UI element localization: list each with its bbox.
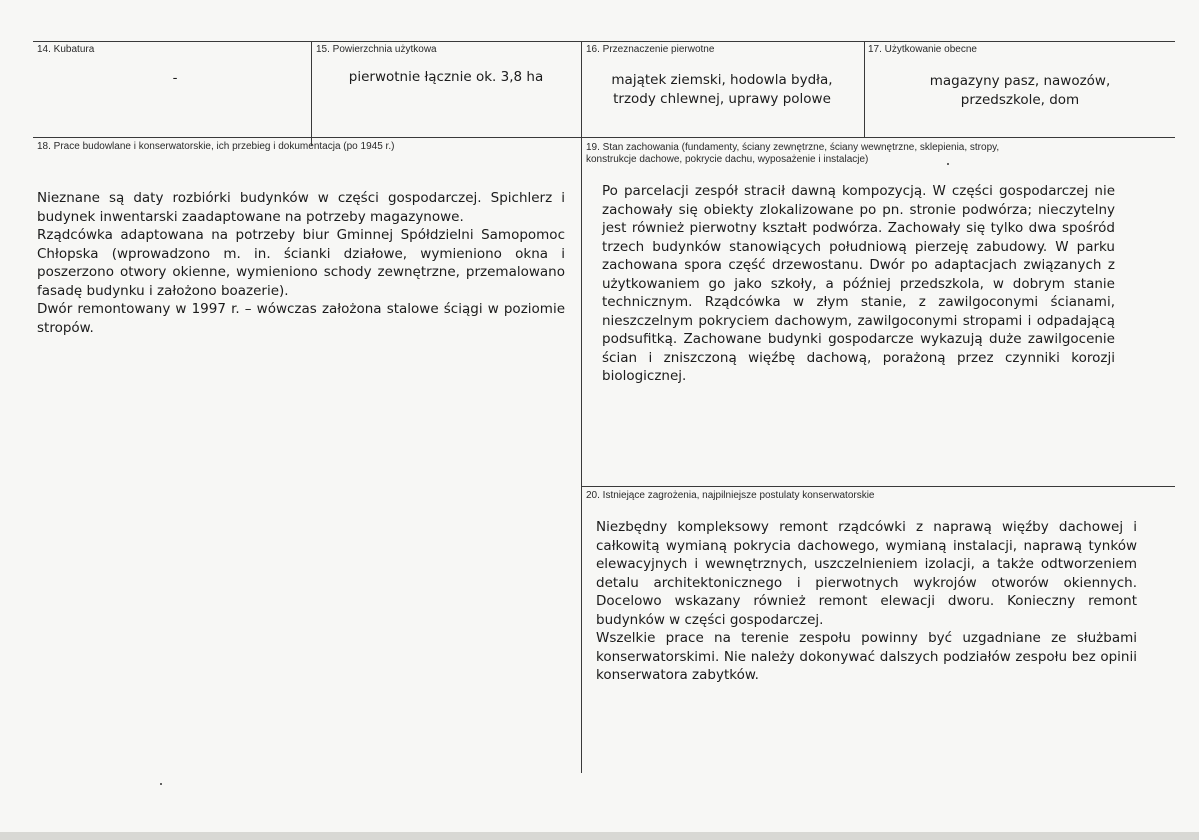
field-20-body — [596, 518, 1137, 685]
field-19-label-line: konstrukcje dachowe, pokrycie dachu, wyposażenie i instalacje) — [586, 154, 869, 165]
field-17-value-line: magazyny pasz, nawozów, — [929, 73, 1111, 89]
field-17-value — [872, 72, 1168, 110]
field-15-value: pierwotnie łącznie ok. 3,8 ha — [348, 69, 544, 85]
field-17-value-line: przedszkole, dom — [960, 92, 1080, 108]
top-border — [33, 41, 1175, 42]
field-19-label — [586, 142, 999, 166]
field-18-paragraph: Nieznane są daty rozbiórki budynków w części gospodarczej. Spichlerz i budynek inwentarski zaadaptowane na potrzeby magazynowe. — [37, 190, 565, 225]
field-14-value: - — [172, 70, 178, 86]
field-18-body — [37, 189, 565, 337]
field-18-paragraph: Rządcówka adaptowana na potrzeby biur Gminnej Spółdzielni Samopomoc Chłopska (wprowadzono m. in. ścianki działowe, wymieniono okna i poszerzono otwory okienne, wymieniono schody zewnętrzne, przemalowano fasadę budynku i założono boazerie). — [37, 227, 565, 299]
scan-bottom-edge — [0, 832, 1199, 840]
field-20-paragraph: Wszelkie prace na terenie zespołu powinny być uzgadniane ze służbami konserwatorskimi. Nie należy dokonywać dalszych podziałów zespołu bez opinii konserwatora zabytków. — [596, 630, 1137, 683]
field-15-label: 15. Powierzchnia użytkowa — [316, 44, 437, 55]
col-divider-2 — [581, 41, 582, 773]
col-divider-1 — [311, 41, 312, 138]
field-19-paragraph: Po parcelacji zespół stracił dawną kompozycją. W części gospodarczej nie zachowały się obiekty zlokalizowane po pn. stronie podwórza; nieczytelny jest również pierwotny kształt podwórza. Zachowały się tylko dwa spośród trzech budynków stanowiących południową pierzeję zabudowy. W parku zachowana spora część drzewostanu. Dwór po adaptacjach związanych z użytkowaniem go jako szkoły, a później przedszkola, w dobrym stanie technicznym. Rządcówka w złym stanie, z zawilgoconymi ścianami, nieszczelnym pokryciem dachowym, zawilgoconymi stropami i odpadającą podsufitką. Zachowane budynki gospodarcze wykazują duże zawilgocenie ścian i zniszczoną więźbę dachową, porażoną przez czynniki korozji biologicznej. — [602, 183, 1115, 384]
field-17-label: 17. Użytkowanie obecne — [868, 44, 977, 55]
scan-speck — [160, 783, 162, 785]
field-16-value-line: trzody chlewnej, uprawy polowe — [613, 91, 831, 107]
field-19-label-line: 19. Stan zachowania (fundamenty, ściany zewnętrzne, ściany wewnętrzne, sklepienia, stropy, — [586, 142, 1000, 153]
f20-top-border — [581, 486, 1175, 487]
row1-bottom-border — [33, 137, 1175, 138]
field-18-paragraph: Dwór remontowany w 1997 r. – wówczas założona stalowe ściągi w poziomie stropów. — [37, 301, 565, 336]
col-divider-3 — [864, 41, 865, 138]
field-20-paragraph: Niezbędny kompleksowy remont rządcówki z naprawą więźby dachowej i całkowitą wymianą pokrycia dachowego, wymianą instalacji, naprawą tynków elewacyjnych i wewnętrznych, uszczelnieniem izolacji, a także odtworzeniem detalu architektonicznego i pierwotnych wykrojów otworów okiennych. Docelowo wskazany również remont elewacji dworu. Konieczny remont budynków w części gospodarczej. — [596, 519, 1137, 628]
field-19-body — [602, 182, 1115, 386]
field-20-label: 20. Istniejące zagrożenia, najpilniejsze postulaty konserwatorskie — [586, 490, 875, 501]
field-16-value-line: majątek ziemski, hodowla bydła, — [611, 72, 833, 88]
field-14-label: 14. Kubatura — [37, 44, 95, 55]
scan-speck — [947, 163, 949, 165]
field-16-value — [588, 71, 856, 109]
field-18-label: 18. Prace budowlane i konserwatorskie, ich przebieg i dokumentacja (po 1945 r.) — [37, 141, 395, 152]
field-16-label: 16. Przeznaczenie pierwotne — [586, 44, 715, 55]
